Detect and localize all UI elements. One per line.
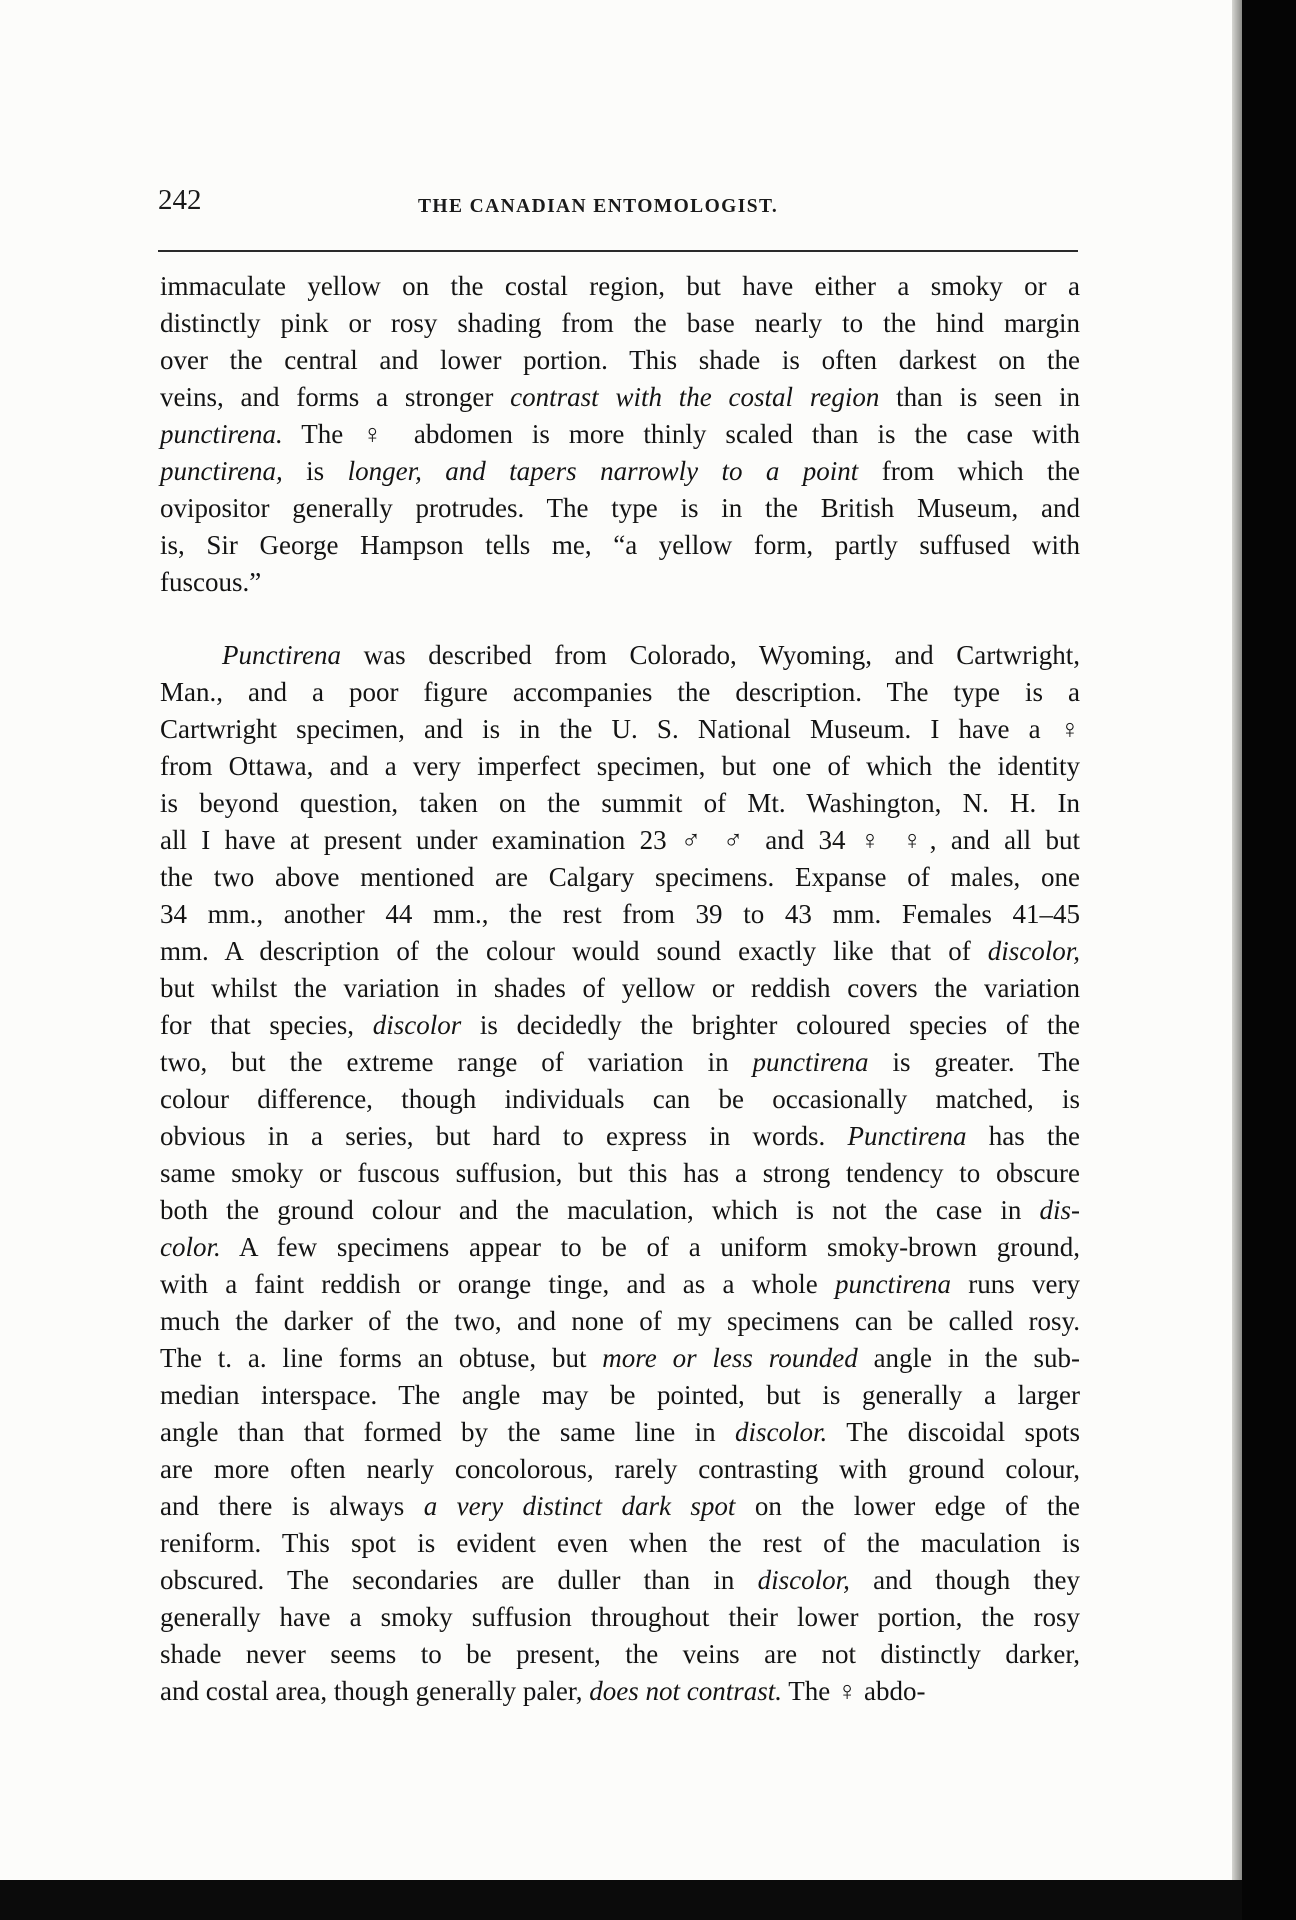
paragraph-2 xyxy=(160,637,1080,1710)
italic-term: punctirena. xyxy=(160,419,283,449)
text-line: from Ottawa, and a very imperfect specimen, but one of which the identity xyxy=(160,751,1080,781)
text-line: and there is always a very distinct dark spot on the lower edge of the xyxy=(160,1491,1080,1521)
text-line: mm. A description of the colour would sound exactly like that of discolor, xyxy=(160,936,1080,966)
italic-term: contrast with the costal region xyxy=(510,382,880,412)
paragraph-1 xyxy=(160,268,1080,601)
body-text xyxy=(160,268,1080,1710)
text-line: reniform. This spot is evident even when the rest of the maculation is xyxy=(160,1528,1080,1558)
italic-term: Punctirena xyxy=(222,640,341,670)
text-line: two, but the extreme range of variation in punctirena is greater. The xyxy=(160,1047,1080,1077)
text-line: is, Sir George Hampson tells me, “a yellow form, partly suffused with xyxy=(160,530,1080,560)
italic-term: discolor xyxy=(372,1010,462,1040)
paragraph-gap xyxy=(160,601,1080,637)
text-line: same smoky or fuscous suffusion, but this has a strong tendency to obscure xyxy=(160,1158,1080,1188)
italic-term: punctirena xyxy=(752,1047,869,1077)
text-line: obvious in a series, but hard to express in words. Punctirena has the xyxy=(160,1121,1080,1151)
text-line: over the central and lower portion. This shade is often darkest on the xyxy=(160,345,1080,375)
text-line: both the ground colour and the maculation, which is not the case in dis- xyxy=(160,1195,1080,1225)
page-number: 242 xyxy=(158,184,202,216)
text-line: shade never seems to be present, the veins are not distinctly darker, xyxy=(160,1639,1080,1669)
text-line: punctirena, is longer, and tapers narrowly to a point from which the xyxy=(160,456,1081,486)
text-line: color. A few specimens appear to be of a uniform smoky-brown ground, xyxy=(160,1232,1080,1262)
text-line: punctirena. The ♀ abdomen is more thinly scaled than is the case with xyxy=(160,419,1080,449)
italic-term: does not contrast. xyxy=(589,1676,782,1706)
text-line: for that species, discolor is decidedly the brighter coloured species of the xyxy=(160,1010,1081,1040)
text-line: obscured. The secondaries are duller than in discolor, and though they xyxy=(160,1565,1080,1595)
scan-bottom-border xyxy=(0,1880,1242,1920)
text-line: distinctly pink or rosy shading from the base nearly to the hind margin xyxy=(160,308,1080,338)
text-line: much the darker of the two, and none of my specimens can be called rosy. xyxy=(160,1306,1080,1336)
text-line: is beyond question, taken on the summit of Mt. Washington, N. H. In xyxy=(160,788,1080,818)
italic-term: Punctirena xyxy=(847,1121,967,1151)
text-line: The t. a. line forms an obtuse, but more or less rounded angle in the sub- xyxy=(160,1343,1081,1373)
journal-title: THE CANADIAN ENTOMOLOGIST. xyxy=(418,196,779,217)
italic-term: punctirena, xyxy=(160,456,283,486)
italic-term: more or less rounded xyxy=(602,1343,858,1373)
text-line: veins, and forms a stronger contrast with the costal region than is seen in xyxy=(160,382,1080,412)
italic-term: longer, and tapers narrowly to a point xyxy=(347,456,859,486)
text-line: Cartwright specimen, and is in the U. S. National Museum. I have a ♀ xyxy=(160,714,1080,744)
italic-term: discolor, xyxy=(987,936,1080,966)
text-line: fuscous.” xyxy=(160,567,262,597)
text-line: 34 mm., another 44 mm., the rest from 39 to 43 mm. Females 41–45 xyxy=(160,899,1080,929)
text-line: all I have at present under examination 23 ♂ ♂ and 34 ♀ ♀, and all but xyxy=(160,825,1080,855)
text-line: the two above mentioned are Calgary specimens. Expanse of males, one xyxy=(160,862,1080,892)
italic-term: a very distinct dark spot xyxy=(423,1491,736,1521)
text-line: generally have a smoky suffusion throughout their lower portion, the rosy xyxy=(160,1602,1080,1632)
text-line: Punctirena was described from Colorado, Wyoming, and Cartwright, xyxy=(222,640,1080,670)
text-line: median interspace. The angle may be pointed, but is generally a larger xyxy=(160,1380,1080,1410)
running-head xyxy=(158,184,1078,224)
text-line: angle than that formed by the same line in discolor. The discoidal spots xyxy=(160,1417,1081,1447)
italic-term: punctirena xyxy=(835,1269,951,1299)
text-line: and costal area, though generally paler, does not contrast. The ♀ abdo- xyxy=(160,1676,926,1706)
text-line: immaculate yellow on the costal region, but have either a smoky or a xyxy=(160,271,1080,301)
header-rule xyxy=(158,250,1078,252)
page-spine-edge xyxy=(1232,0,1242,1880)
italic-term: discolor, xyxy=(757,1565,850,1595)
scan-gutter xyxy=(1242,0,1296,1920)
text-line: ovipositor generally protrudes. The type is in the British Museum, and xyxy=(160,493,1080,523)
italic-term: dis- xyxy=(1039,1195,1080,1225)
text-line: but whilst the variation in shades of yellow or reddish covers the variation xyxy=(160,973,1080,1003)
text-line: Man., and a poor figure accompanies the description. The type is a xyxy=(160,677,1080,707)
italic-term: color. xyxy=(160,1232,221,1262)
italic-term: discolor. xyxy=(735,1417,828,1447)
text-line: with a faint reddish or orange tinge, and as a whole punctirena runs very xyxy=(160,1269,1080,1299)
text-line: colour difference, though individuals can be occasionally matched, is xyxy=(160,1084,1080,1114)
text-line: are more often nearly concolorous, rarely contrasting with ground colour, xyxy=(160,1454,1080,1484)
